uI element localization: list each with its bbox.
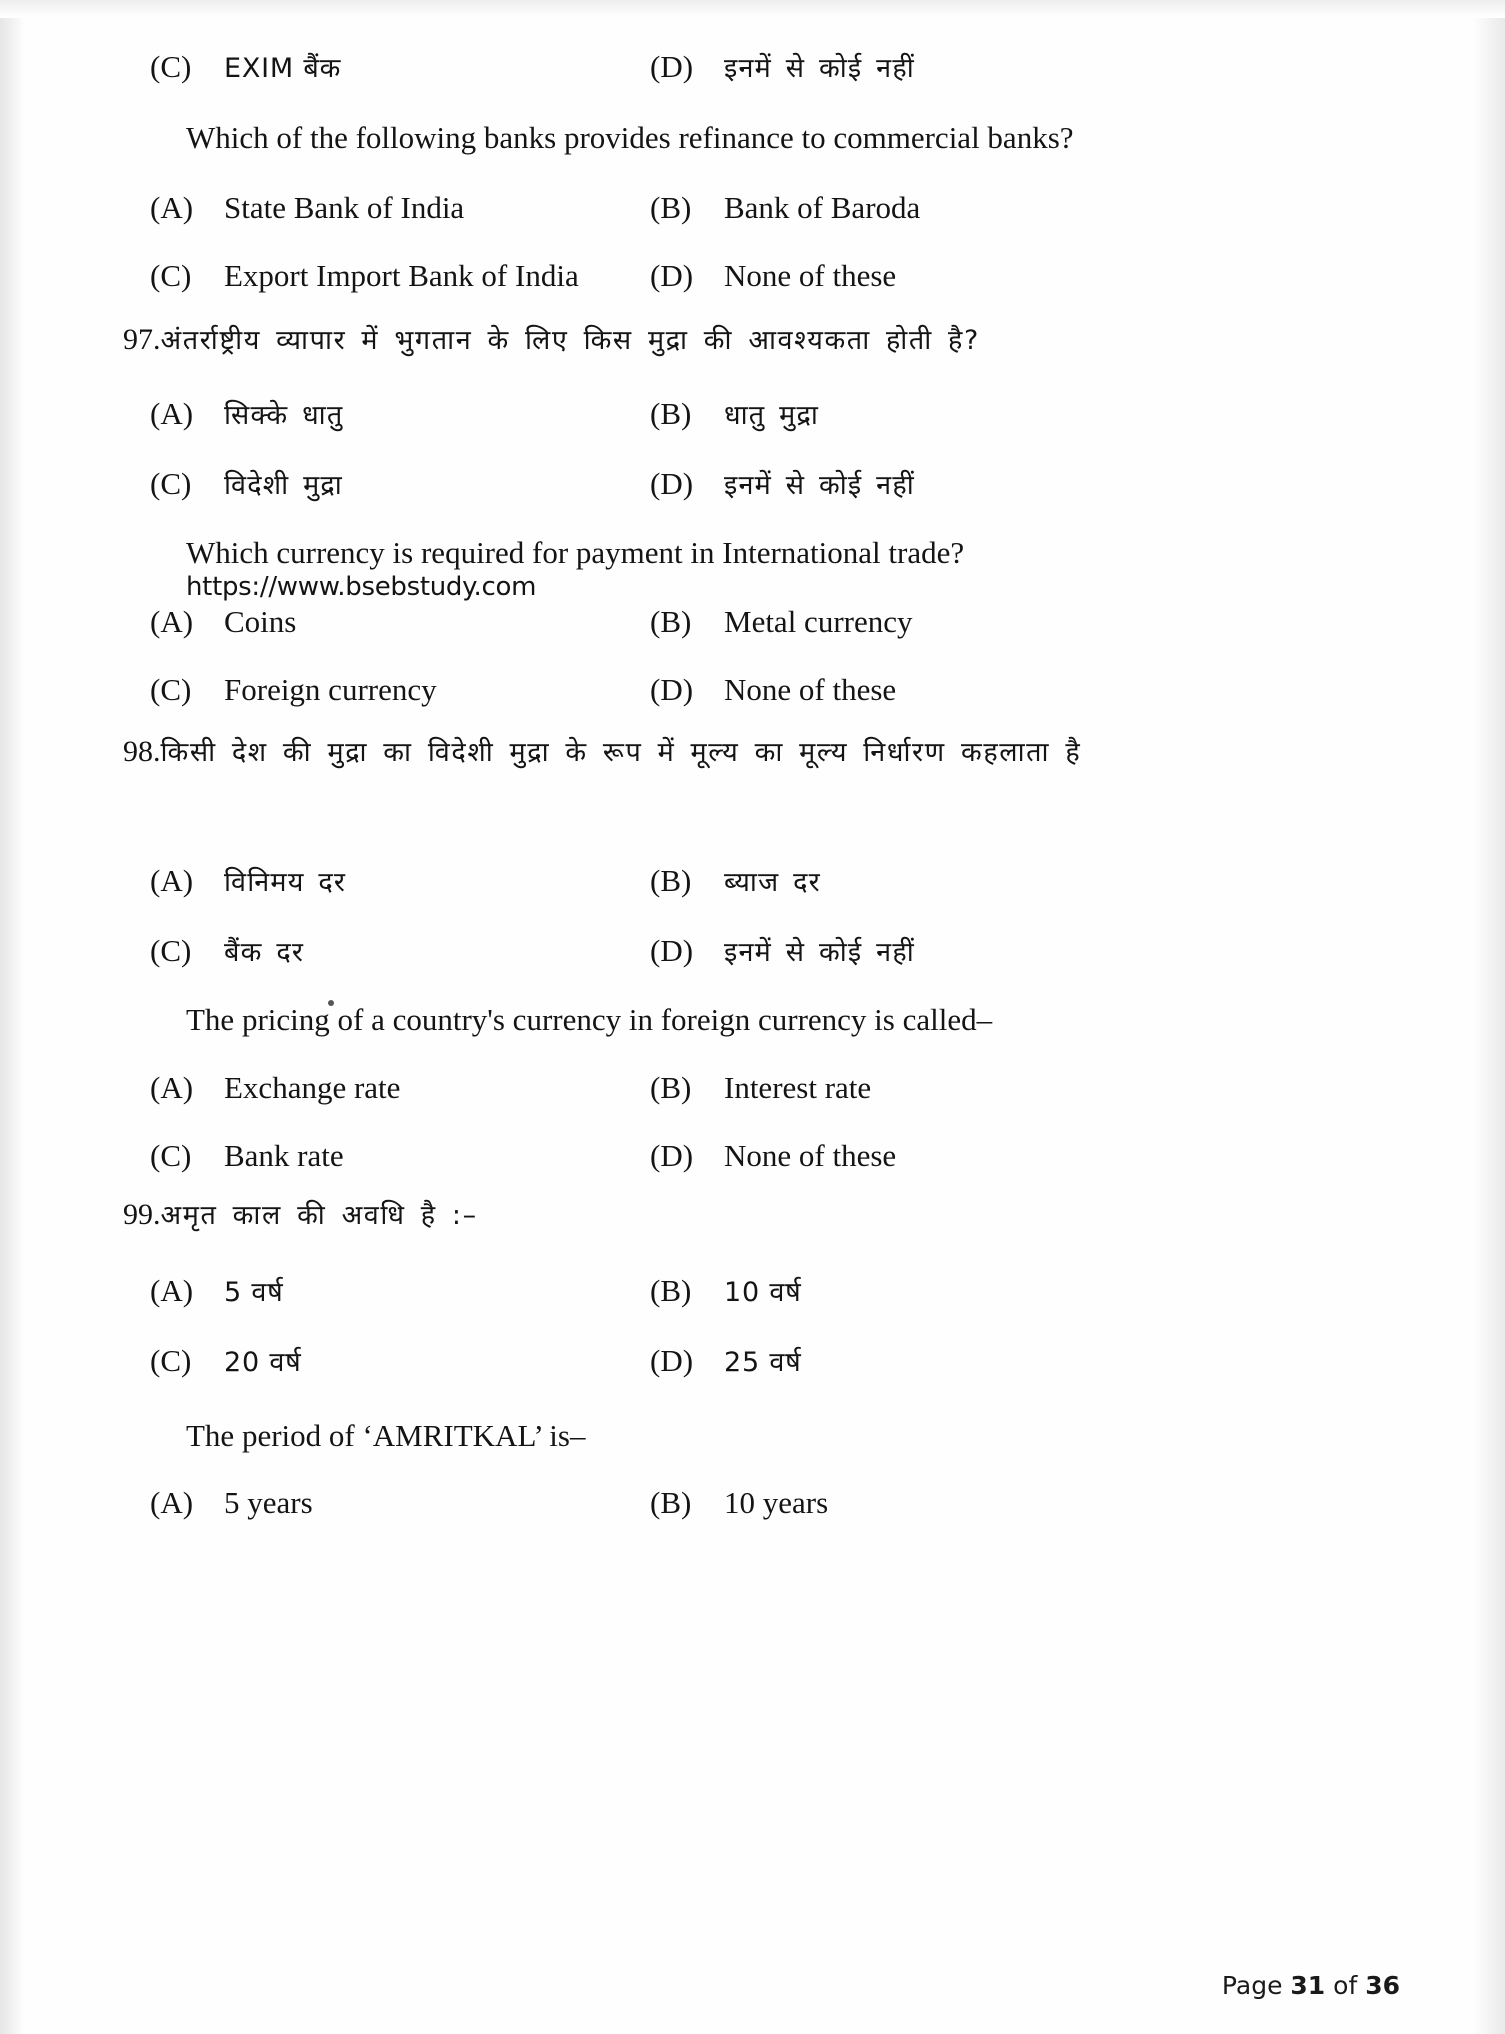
footer-current-page: 31	[1290, 1971, 1326, 2000]
question-99-stem-hindi-line	[123, 1198, 478, 1231]
option-text: Exchange rate	[224, 1070, 401, 1105]
option-text: 10 years	[724, 1485, 829, 1520]
option-text: None of these	[724, 672, 897, 707]
footer-prefix: Page	[1221, 1971, 1291, 2000]
option-item	[150, 190, 650, 226]
option-label: (B)	[650, 863, 692, 898]
option-label: (D)	[650, 49, 694, 84]
option-item	[650, 48, 1170, 85]
option-item	[150, 1070, 650, 1106]
question-stem-hindi: अंतर्राष्ट्रीय व्यापार में भुगतान के लिए किस मुद्रा की आवश्यकता होती है?	[160, 325, 980, 356]
question-number: 99.	[123, 1198, 161, 1231]
option-item	[150, 1342, 650, 1379]
option-text: विदेशी मुद्रा	[224, 470, 343, 501]
option-item	[650, 465, 1170, 502]
option-text: धातु मुद्रा	[724, 400, 820, 431]
question-stem-english: The pricing of a country's currency in foreign currency is called–	[186, 1002, 993, 1037]
option-row	[150, 395, 1270, 432]
option-text: State Bank of India	[224, 190, 465, 225]
option-item	[650, 672, 1170, 708]
option-label: (A)	[150, 1070, 194, 1105]
option-row	[150, 1485, 1270, 1521]
option-item	[650, 1272, 1170, 1309]
option-label: (D)	[650, 1138, 694, 1173]
page-footer	[1222, 1971, 1400, 2000]
option-label: (C)	[150, 933, 192, 968]
option-label: (C)	[150, 672, 192, 707]
scan-edge-shading-right	[1471, 0, 1505, 2034]
option-item	[650, 1138, 1170, 1174]
question-stem-hindi: किसी देश की मुद्रा का विदेशी मुद्रा के रूप में मूल्य का मूल्य निर्धारण कहलाता है	[160, 737, 1082, 768]
option-label: (B)	[650, 190, 692, 225]
option-text: Foreign currency	[224, 672, 437, 707]
option-label: (C)	[150, 49, 192, 84]
option-label: (D)	[650, 672, 694, 707]
option-item	[650, 258, 1170, 294]
question-stem-english: Which of the following banks provides refinance to commercial banks?	[186, 120, 1074, 155]
option-text: बैंक दर	[224, 937, 305, 968]
option-item	[150, 604, 650, 640]
option-text: Metal currency	[724, 604, 913, 639]
option-item	[150, 1485, 650, 1521]
watermark-url: https://www.bsebstudy.com	[186, 572, 537, 602]
option-row	[150, 672, 1270, 708]
option-row	[150, 258, 1270, 294]
option-item	[150, 672, 650, 708]
option-text: 20 वर्ष	[224, 1347, 302, 1378]
option-text: 25 वर्ष	[724, 1347, 802, 1378]
option-text: EXIM बैंक	[224, 53, 342, 84]
option-row	[150, 1342, 1270, 1379]
option-label: (A)	[150, 396, 194, 431]
option-text: Coins	[224, 604, 297, 639]
option-text: इनमें से कोई नहीं	[724, 937, 915, 968]
option-item	[150, 862, 650, 899]
option-label: (A)	[150, 1485, 194, 1520]
option-label: (D)	[650, 258, 694, 293]
option-label: (B)	[650, 604, 692, 639]
option-text: ब्याज दर	[724, 867, 821, 898]
question-stem-english: Which currency is required for payment in International trade?	[186, 535, 965, 570]
option-label: (B)	[650, 1273, 692, 1308]
option-text: Interest rate	[724, 1070, 872, 1105]
option-item	[650, 395, 1170, 432]
option-text: Export Import Bank of India	[224, 258, 579, 293]
footer-middle: of	[1325, 1971, 1366, 2000]
question-number: 98.	[123, 735, 161, 768]
option-item	[650, 862, 1170, 899]
option-row	[150, 48, 1270, 85]
option-row	[150, 932, 1270, 969]
question-97-stem-hindi-line	[123, 323, 980, 356]
option-row	[150, 1272, 1270, 1309]
option-label: (C)	[150, 1343, 192, 1378]
option-item	[150, 258, 650, 294]
option-item	[650, 190, 1170, 226]
option-label: (B)	[650, 1485, 692, 1520]
option-label: (D)	[650, 933, 694, 968]
option-item	[650, 1342, 1170, 1379]
option-text: None of these	[724, 258, 897, 293]
option-label: (A)	[150, 190, 194, 225]
option-row	[150, 465, 1270, 502]
option-label: (D)	[650, 466, 694, 501]
option-text: विनिमय दर	[224, 867, 347, 898]
option-item	[650, 1485, 1170, 1521]
option-item	[150, 932, 650, 969]
option-text: Bank rate	[224, 1138, 344, 1173]
option-item	[650, 604, 1170, 640]
option-row	[150, 862, 1270, 899]
option-text: 5 years	[224, 1485, 313, 1520]
option-label: (A)	[150, 604, 194, 639]
option-text: सिक्के धातु	[224, 400, 344, 431]
question-number: 97.	[123, 323, 161, 356]
option-row	[150, 1070, 1270, 1106]
option-label: (A)	[150, 863, 194, 898]
option-text: 5 वर्ष	[224, 1277, 284, 1308]
option-text: 10 वर्ष	[724, 1277, 802, 1308]
option-text: None of these	[724, 1138, 897, 1173]
footer-total-pages: 36	[1365, 1971, 1400, 2000]
option-label: (D)	[650, 1343, 694, 1378]
option-text: इनमें से कोई नहीं	[724, 53, 915, 84]
option-item	[150, 395, 650, 432]
option-item	[150, 48, 650, 85]
scan-edge-shading-left	[0, 0, 26, 2034]
question-98-stem-hindi-line	[123, 735, 1082, 768]
question-stem-english: The period of ‘AMRITKAL’ is–	[186, 1418, 586, 1453]
option-row	[150, 604, 1270, 640]
option-item	[650, 1070, 1170, 1106]
option-label: (A)	[150, 1273, 194, 1308]
option-label: (C)	[150, 258, 192, 293]
option-item	[150, 1272, 650, 1309]
option-label: (B)	[650, 1070, 692, 1105]
question-stem-hindi: अमृत काल की अवधि है :–	[160, 1200, 478, 1231]
option-item	[150, 1138, 650, 1174]
option-label: (C)	[150, 466, 192, 501]
option-row	[150, 190, 1270, 226]
option-item	[650, 932, 1170, 969]
scan-edge-shading-top	[0, 0, 1505, 18]
option-text: इनमें से कोई नहीं	[724, 470, 915, 501]
option-row	[150, 1138, 1270, 1174]
option-text: Bank of Baroda	[724, 190, 921, 225]
option-label: (C)	[150, 1138, 192, 1173]
option-item	[150, 465, 650, 502]
option-label: (B)	[650, 396, 692, 431]
